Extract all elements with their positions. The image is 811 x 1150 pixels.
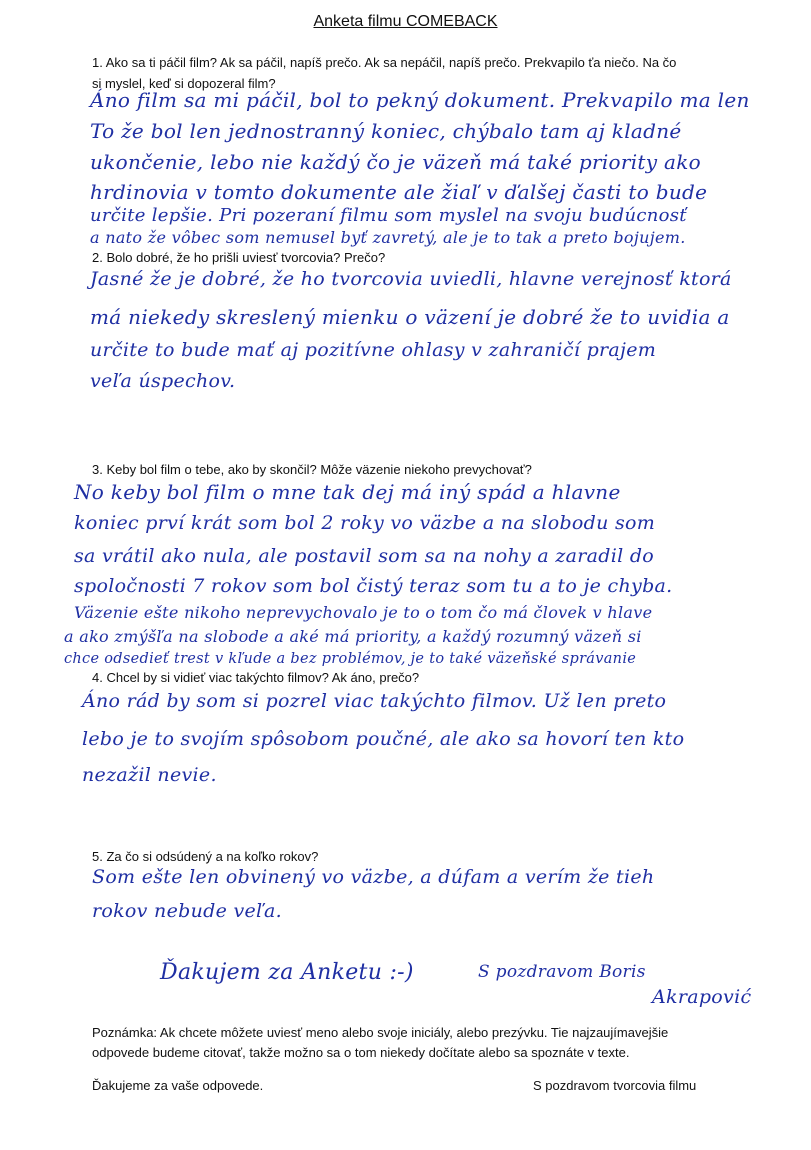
answer-3-line-1: No keby bol film o mne tak dej má iný spád a hlavne xyxy=(74,480,621,504)
answer-2-line-2: má niekedy skreslený mienku o väzení je dobré že to uvidia a xyxy=(90,305,730,329)
answer-1-line-6: a nato že vôbec som nemusel byť zavretý, ale je to tak a preto bojujem. xyxy=(90,228,686,247)
answer-3-line-6: a ako zmýšľa na slobode a aké má priority, a každý rozumný väzeň si xyxy=(64,627,642,646)
answer-3-line-3: sa vrátil ako nula, ale postavil som sa na nohy a zaradil do xyxy=(74,545,655,567)
question-2-text: 2. Bolo dobré, že ho prišli uviesť tvorcovia? Prečo? xyxy=(92,250,386,265)
answer-2-line-1: Jasné že je dobré, že ho tvorcovia uviedli, hlavne verejnosť ktorá xyxy=(90,268,732,290)
answer-3-line-7: chce odsedieť trest v kľude a bez problémov, je to také väzeňské správanie xyxy=(64,651,637,667)
note-line-2: odpovede budeme citovať, takže možno sa o tom niekedy dočítate alebo sa spoznáte v texte. xyxy=(92,1045,630,1060)
answer-4-line-2: lebo je to svojím spôsobom poučné, ale ako sa hovorí ten kto xyxy=(82,728,685,750)
answer-5-line-1: Som ešte len obvinený vo väzbe, a dúfam a verím že tieh xyxy=(92,866,655,888)
answer-2-line-4: veľa úspechov. xyxy=(90,370,236,392)
question-1-text-line-2: si myslel, keď si dopozeral film? xyxy=(92,76,276,91)
note-line-1: Poznámka: Ak chcete môžete uviesť meno alebo svoje iniciály, alebo prezývku. Tie najzaujímavejšie xyxy=(92,1025,669,1040)
page-title: Anketa filmu COMEBACK xyxy=(313,13,498,30)
answer-4-line-3: nezažil nevie. xyxy=(82,764,217,786)
question-3-text: 3. Keby bol film o tebe, ako by skončil? Môže väzenie niekoho prevychovať? xyxy=(92,462,532,477)
signoff-surname: Akrapović xyxy=(652,986,752,1008)
question-2 xyxy=(92,247,732,268)
answer-1-line-2: To že bol len jednostranný koniec, chýbalo tam aj kladné xyxy=(90,119,682,143)
answer-4-line-1: Áno rád by som si pozrel viac takýchto filmov. Už len preto xyxy=(82,690,667,712)
question-3 xyxy=(92,459,732,480)
answer-2-line-3: určite to bude mať aj pozitívne ohlasy v zahraničí prajem xyxy=(90,339,657,361)
answer-1-line-5: určite lepšie. Pri pozeraní filmu som myslel na svoju budúcnosť xyxy=(90,205,687,226)
question-1-text-line-1: 1. Ako sa ti páčil film? Ak sa páčil, napíš prečo. Ak sa nepáčil, napíš prečo. Prekvapilo ťa niečo. Na čo xyxy=(92,55,677,70)
footer-thanks: Ďakujeme za vaše odpovede. xyxy=(92,1078,264,1093)
question-5 xyxy=(92,846,732,867)
note xyxy=(92,1023,752,1063)
question-4-text: 4. Chcel by si vidieť viac takýchto filmov? Ak áno, prečo? xyxy=(92,670,420,685)
answer-1-line-3: ukončenie, lebo nie každý čo je väzeň má také priority ako xyxy=(90,150,702,174)
signoff-thanks: Ďakujem za Anketu :-) xyxy=(160,960,414,985)
answer-3-line-4: spoločnosti 7 rokov som bol čistý teraz som tu a to je chyba. xyxy=(74,575,673,597)
footer-signature: S pozdravom tvorcovia filmu xyxy=(533,1078,697,1093)
answer-1-line-4: hrdinovia v tomto dokumente ale žiaľ v ďalšej časti to bude xyxy=(90,180,708,204)
answer-5-line-2: rokov nebude veľa. xyxy=(92,900,282,922)
signoff-greeting: S pozdravom Boris xyxy=(478,962,646,982)
answer-3-line-5: Väzenie ešte nikoho neprevychovalo je to o tom čo má človek v hlave xyxy=(74,603,653,622)
answer-3-line-2: koniec prví krát som bol 2 roky vo väzbe a na slobodu som xyxy=(74,512,656,534)
answer-1-line-1: Áno film sa mi páčil, bol to pekný dokument. Prekvapilo ma len xyxy=(90,88,750,112)
question-4 xyxy=(92,667,732,688)
question-5-text: 5. Za čo si odsúdený a na koľko rokov? xyxy=(92,849,319,864)
